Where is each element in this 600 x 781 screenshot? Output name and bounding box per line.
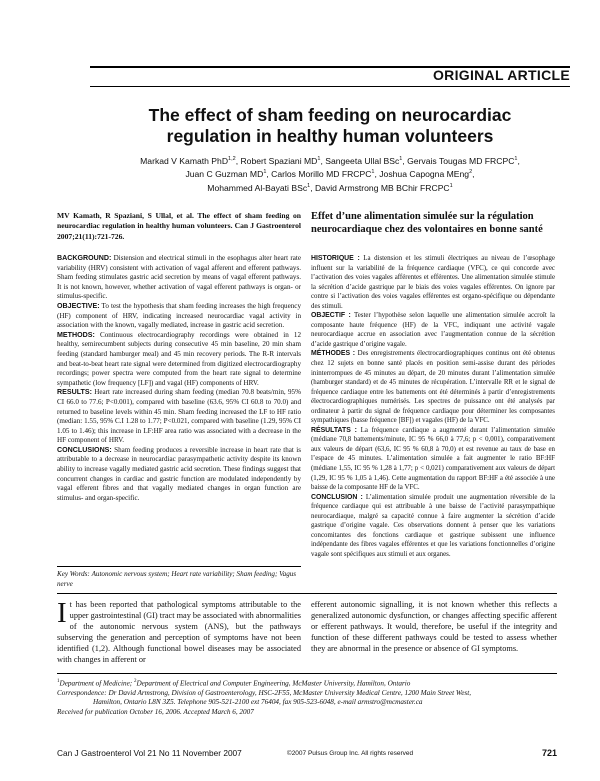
abstract-english: [57, 254, 301, 503]
section-label: ORIGINAL ARTICLE: [432, 67, 570, 83]
authors-line-2: Juan C Guzman $MD^1$, Carlos Morillo MD FRCPC$^1$, Joshua Capogna MEng$^2$,: [185, 169, 475, 180]
abstract-objective: OBJECTIVE: To test the hypothesis that sham feeding increases the high frequency (HF) component of HRV, indicating increased neurocardiac vagal activity in association with the known, vagally mediated, increase in gastric acid secretion.: [57, 301, 301, 330]
title-line-2: regulation in healthy human volunteers: [166, 126, 494, 146]
abstract-body-divider: [57, 593, 557, 594]
keywords-rule: [57, 566, 301, 567]
abstract-results: RESULTS: Heart rate increased during sham feeding (median 70.8 beats/min, 95% CI 66.0 to 77.6; P<0.001), compared with baseline (63.6, 95% CI 60.8 to 70.0) and returned to baseline levels within 45 min. Sham feeding increased the LF to HF ratio (median: 1.55, 95% C.I 1.28 to 1.77; P<0.021, compared with baseline (1.29, 95% CI 1.05 to 1.46); this increase in LF:HF area ratio was associated with a decrease in the HF component of HRV.: [57, 388, 301, 445]
resume-conclusion: CONCLUSION : L’alimentation simulée produit une augmentation réversible de la fréquence cardiaque qui est attribuable à une baisse de l’activité parasympathique neurocardiaque, malgré sa capacité connue à faire augmenter la sécrétion d’acide gastrique d’origine vagale. Ces observations donnent à penser que les variations concomitantes des fonctions cardiaque et gastrique subissent une influence indépendante des fibres vagales efférentes et que les variations fonctionnelles d’origine vagale sont spécifiques aux stimuli et aux organes.: [311, 493, 555, 558]
citation: MV Kamath, R Spaziani, S Ullal, et al. The effect of sham feeding on neurocardiac regulation in healthy human volunteers. Can J Gastroenterol 2007;21(11):721-726.: [57, 211, 301, 241]
footnote-rule: [57, 673, 557, 674]
author-list: [100, 154, 560, 194]
drop-cap: I: [57, 597, 67, 629]
abstract-methods: METHODS: Continuous electrocardiography recordings were obtained in 12 healthy, semirecumbent subjects during consecutive 45 min baseline, 20 min sham feeding (standard hamburger meal) and 45 min recovery periods. The R-R intervals and beat-to-beat heart rate signal were determined from digitized electrocardiography recordings; power spectra were computed from the heart rate signal to determine sympathetic (low frequency [LF]) and vagal (HF) components of HRV.: [57, 330, 301, 387]
keywords: [57, 570, 301, 590]
affiliations: $^1$Department of Medicine; $^2$Department of Electrical and Computer Engineering, McMaster University, Hamilton, Ontario: [57, 679, 411, 688]
page-number: 721: [541, 748, 557, 758]
keywords-label: Key Words:: [57, 570, 90, 578]
header-bottom-rule: [90, 86, 570, 87]
abstract-background: BACKGROUND: Distension and electrical stimuli in the esophagus alter heart rate variability (HRV) consistent with activation of vagal afferent and efferent pathways. Sham feeding stimulates gastric acid secretion by means of vagal efferent pathways. It is not known, however, whether activation of vagal efferent pathways is organ- or stimulus-specific.: [57, 254, 301, 301]
resume-objectif: OBJECTIF : Tester l’hypothèse selon laquelle une alimentation simulée accroît la composante haute fréquence (HF) de la VFC, indiquant une activité vagale neurocardiaque accrue en association avec l’augmentation connue de la sécrétion d’acide gastrique d’origine vagale.: [311, 312, 555, 348]
copyright: ©2007 Pulsus Group Inc. All rights reserved: [286, 750, 414, 757]
authors-line-1: Markad V Kamath PhD$^{1,2}$, Robert Spaziani $MD^1$, Sangeeta Ullal BSc$^1$, Gervais Tougas MD FRCPC$^1$,: [140, 155, 520, 166]
received-dates: Received for publication October 16, 2006. Accepted March 6, 2007: [57, 707, 254, 716]
title-line-1: The effect of sham feeding on neurocardiac: [148, 105, 512, 125]
correspondence: Correspondence: Dr David Armstrong, Division of Gastroenterology, HSC-2F55, McMaster University Medical Centre, 1200 Main Street West, Hamilton, Ontario L8N 3Z5. Telephone 905-521-2100 ext 76404, fax 905-523-6048, e-mail armstro@mcmaster.ca: [57, 689, 557, 708]
footnote: [57, 677, 557, 717]
body-text-left: It has been reported that pathological symptoms attributable to the upper gastrointestinal (GI) tract may be associated with abnormalities of the autonomic nervous system (ANS), but the pathways subserving the generation and perception of symptoms have not been identified (1,2). Although functional bowel diseases may be associated with changes in afferent or: [57, 597, 301, 664]
abstract-conclusions: CONCLUSIONS: Sham feeding produces a reversible increase in heart rate that is attributable to a decrease in neurocardiac parasympathetic activity despite its known ability to increase vagally mediated gastric acid secretion. These findings suggest that concurrent changes in cardiac and gastric function are modulated independently by vagal efferent fibres and that vagally mediated changes in organ function are stimulus- and organ-specific.: [57, 445, 301, 502]
journal-info: Can J Gastroenterol Vol 21 No 11 November 2007: [57, 748, 242, 758]
correspondence-address: Hamilton, Ontario L8N 3Z5. Telephone 905-521-2100 ext 76404, fax 905-523-6048, e-mail armstro@mcmaster.ca: [93, 698, 423, 707]
resume-historique: HISTORIQUE : La distension et les stimuli électriques au niveau de l’œsophage influent sur la variabilité de la fréquence cardiaque (VFC), ce qui concorde avec l’activation des voies vagales afférentes et efférentes. Une alimentation simulée stimule la sécrétion d’acide gastrique par le biais des voies vagales efférentes. On ignore par contre si l’activation des voies vagales efférentes est organo-spécifique ou dépendante des stimuli.: [311, 255, 555, 310]
authors-line-3: Mohammed Al-Bayati BSc$^1$, David Armstrong MB BChir FRCPC$^1$: [207, 182, 453, 193]
french-title: Effet d’une alimentation simulée sur la régulation neurocardiaque chez des volontaires en bonne santé: [311, 211, 543, 235]
resume-methodes: MÉTHODES : Des enregistrements électrocardiographiques continus ont été obtenus chez 12 sujets en bonne santé placés en position semi-assise durant des périodes ininterrompues de 45 minutes au départ, de 20 minutes durant l’alimentation simulée (hamburger standard) et de 45 minutes de récupération. L’intervalle RR et le signal de fréquence cardiaque entre les battements ont été déterminés à partir d’enregistrements électrocardiographiques numérisés. Les spectres de puissance ont été analysés par ordinateur à partir du signal de fréquence cardiaque pour déterminer les composantes sympathiques (basse fréquence [BF]) et vagales (HF) de la VFC.: [311, 350, 555, 425]
article-title: [90, 105, 570, 147]
keywords-text: Autonomic nervous system; Heart rate variability; Sham feeding; Vagus nerve: [57, 570, 297, 588]
body-text-right: efferent autonomic signalling, it is not known whether this reflects a generalized autonomic dysfunction, or changes affecting specific afferent or efferent pathways. It would, therefore, be useful if the integrity and function of these different pathways could be tested to assess whether they are abnormal in the presence or absence of GI symptoms.: [311, 600, 557, 653]
resume-resultats: RÉSULTATS : La fréquence cardiaque a augmenté durant l’alimentation simulée (médiane 70,8 battements/minute, IC 95 % 66,0 à 77,6; p < 0,001), comparativement aux valeurs de départ (63,6, IC 95 % 60,8 à 70,0) et est revenue au taux de base en l’espace de 45 minutes. L’alimentation simulée a fait augmenter le ratio BF:HF (médiane 1,55, IC 95 % 1,28 à 1,77; p < 0,021) comparativement aux valeurs de départ (1,29, IC 95 % 1,05 à 1,46). Cette augmentation du rapport BF:HF a été associée à une baisse de la composante HF de la VFC.: [311, 426, 555, 492]
abstract-french: [311, 254, 555, 560]
